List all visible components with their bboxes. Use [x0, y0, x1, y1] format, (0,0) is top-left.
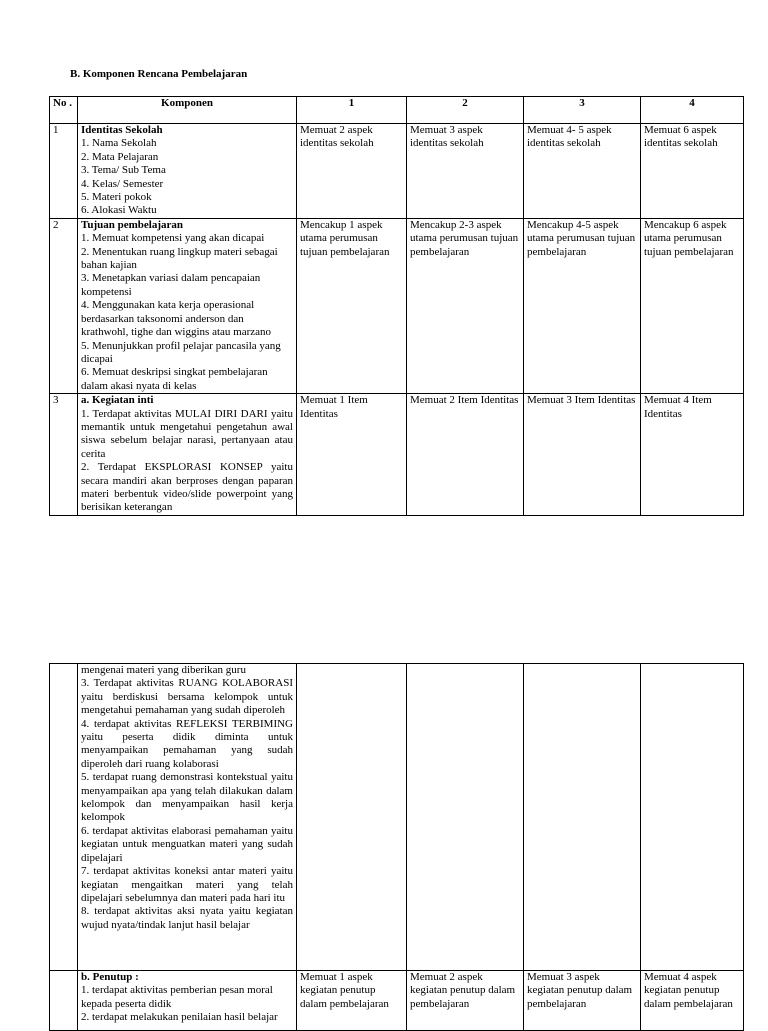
col-header-no: No . [50, 97, 78, 124]
component-item: 7. terdapat aktivitas koneksi antar materi yaitu kegiatan mengaitkan materi yang telah dipelajari sebelumnya dan materi pada hari itu [81, 865, 293, 904]
score-cell: Memuat 6 aspek identitas sekolah [641, 124, 744, 219]
score-cell: Memuat 2 aspek kegiatan penutup dalam pembelajaran [407, 971, 524, 1031]
component-item: 4. terdapat aktivitas REFLEKSI TERBIMING yaitu peserta didik diminta untuk menyampaikan pemahaman yang sudah diperoleh dari ruang kolaborasi [81, 717, 293, 770]
component-title: a. Kegiatan inti [81, 394, 154, 407]
component-item: 8. terdapat aktivitas aksi nyata yaitu kegiatan wujud nyata/tindak lanjut hasil belajar [81, 905, 293, 931]
col-header-score-3: 3 [524, 97, 641, 124]
component-cell [78, 394, 297, 516]
score-cell: Mencakup 6 aspek utama perumusan tujuan pembelajaran [641, 218, 744, 393]
row-number: 3 [50, 394, 78, 516]
component-item: 2. Mata Pelajaran [81, 150, 159, 163]
component-item: 3. Terdapat aktivitas RUANG KOLABORASI yaitu berdiskusi bersama kelompok untuk mengetahui pemahaman yang sudah diperoleh [81, 677, 293, 717]
row-number: 1 [50, 124, 78, 219]
row-number: 2 [50, 218, 78, 393]
component-item: 6. Alokasi Waktu [81, 204, 157, 217]
score-cell-empty [524, 664, 641, 971]
component-item: 4. Kelas/ Semester [81, 177, 164, 190]
component-cell [78, 124, 297, 219]
component-title: Tujuan pembelajaran [81, 218, 183, 231]
row-number-empty [50, 664, 78, 971]
component-title: Identitas Sekolah [81, 124, 163, 136]
score-cell: Memuat 1 Item Identitas [297, 394, 407, 516]
section-heading: B. Komponen Rencana Pembelajaran [70, 68, 248, 80]
score-cell: Mencakup 2-3 aspek utama perumusan tujuan pembelajaran [407, 218, 524, 393]
row-number-empty [50, 971, 78, 1031]
score-cell-empty [641, 664, 744, 971]
score-cell: Mencakup 4-5 aspek utama perumusan tujuan pembelajaran [524, 218, 641, 393]
score-cell: Mencakup 1 aspek utama perumusan tujuan pembelajaran [297, 218, 407, 393]
component-title: b. Penutup : [81, 971, 139, 983]
rubric-table-continued [49, 663, 744, 1031]
score-cell: Memuat 3 Item Identitas [524, 394, 641, 516]
score-cell: Memuat 4 Item Identitas [641, 394, 744, 516]
component-cell [78, 218, 297, 393]
score-cell: Memuat 2 Item Identitas [407, 394, 524, 516]
component-item: 3. Tema/ Sub Tema [81, 164, 166, 177]
component-item: mengenai materi yang diberikan guru [81, 664, 246, 676]
score-cell: Memuat 3 aspek identitas sekolah [407, 124, 524, 219]
component-item: 5. Materi pokok [81, 191, 152, 204]
score-cell: Memuat 2 aspek identitas sekolah [297, 124, 407, 219]
table-row [50, 124, 744, 219]
component-item: 2. terdapat melakukan penilaian hasil belajar [81, 1011, 278, 1024]
table-row [50, 218, 744, 393]
component-item: 1. Memuat kompetensi yang akan dicapai [81, 232, 265, 245]
table-row [50, 394, 744, 516]
component-item: 6. Memuat deskripsi singkat pembelajaran dalam akasi nyata di kelas [81, 366, 268, 392]
component-item: 3. Menetapkan variasi dalam pencapaian kompetensi [81, 272, 261, 298]
score-cell: Memuat 4- 5 aspek identitas sekolah [524, 124, 641, 219]
score-cell-empty [297, 664, 407, 971]
component-cell [78, 971, 297, 1031]
component-item: 6. terdapat aktivitas elaborasi pemahaman yaitu kegiatan untuk menguatkan materi yang sudah dipelajari [81, 824, 293, 864]
component-cell [78, 664, 297, 971]
component-item: 2. Terdapat EKSPLORASI KONSEP yaitu secara mandiri akan berproses dengan paparan materi berbentuk video/slide powerpoint yang berisikan keterangan [81, 461, 293, 514]
component-item: 2. Menentukan ruang lingkup materi sebagai bahan kajian [81, 245, 278, 272]
component-item: 4. Menggunakan kata kerja operasional berdasarkan taksonomi anderson dan krathwohl, tighe dan wiggins atau marzano [81, 299, 272, 339]
score-cell: Memuat 1 aspek kegiatan penutup dalam pembelajaran [297, 971, 407, 1031]
table-header-row [50, 97, 744, 124]
rubric-table [49, 96, 744, 516]
col-header-score-4: 4 [641, 97, 744, 124]
table-row [50, 664, 744, 971]
table-row [50, 971, 744, 1031]
component-item: 1. Nama Sekolah [81, 137, 157, 150]
component-item: 1. Terdapat aktivitas MULAI DIRI DARI yaitu memantik untuk mengetahui pengetahun awal siswa sebelum belajar narasi, pertanyaan atau cerita [81, 407, 293, 460]
score-cell-empty [407, 664, 524, 971]
score-cell: Memuat 4 aspek kegiatan penutup dalam pembelajaran [641, 971, 744, 1031]
component-item: 1. terdapat aktivitas pemberian pesan moral kepada peserta didik [81, 984, 273, 1010]
col-header-score-1: 1 [297, 97, 407, 124]
score-cell: Memuat 3 aspek kegiatan penutup dalam pembelajaran [524, 971, 641, 1031]
component-item: 5. terdapat ruang demonstrasi kontekstual yaitu menyampaikan apa yang telah dilakukan dalam kelompok dan menyampaikan hasil kerja kelompok [81, 771, 293, 824]
col-header-komponen: Komponen [78, 97, 297, 124]
component-item: 5. Menunjukkan profil pelajar pancasila yang dicapai [81, 339, 281, 365]
col-header-score-2: 2 [407, 97, 524, 124]
